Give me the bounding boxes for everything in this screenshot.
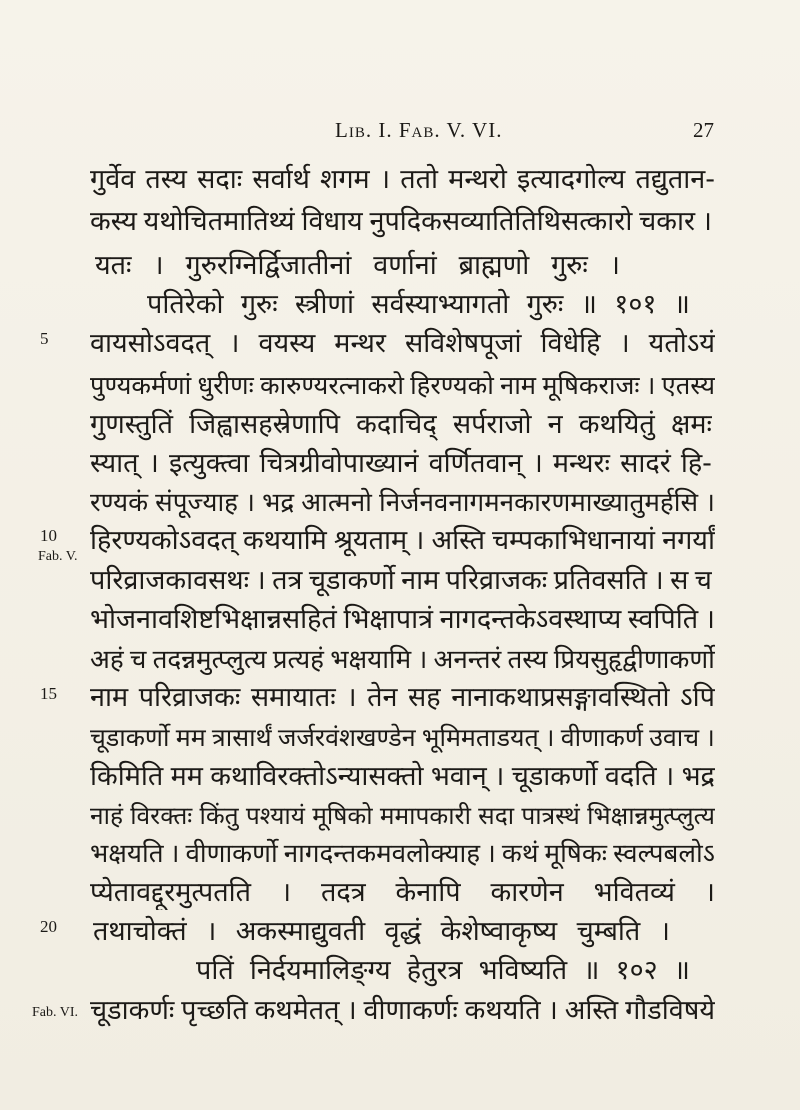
word: नाहं: [90, 801, 123, 830]
word: ।: [663, 761, 675, 792]
word: भक्षयति: [90, 839, 164, 869]
word: सदाः: [197, 164, 243, 195]
word: भविष्यति: [478, 955, 568, 986]
word: प्येतावद्दूरमुत्पतति: [90, 877, 252, 908]
word: ।: [619, 328, 630, 359]
word: वीणाकर्णो: [185, 839, 278, 869]
word: ।: [379, 164, 391, 195]
word: नाम: [500, 371, 537, 401]
word: भक्षयामि: [330, 645, 412, 675]
text-line: [147, 288, 690, 322]
text-line: [90, 369, 715, 403]
word: नाम: [401, 565, 440, 596]
word: अकस्माद्युवती: [235, 916, 366, 947]
word: नागदन्तकेऽवस्थाप्य: [439, 604, 622, 635]
word: विरक्तः: [130, 801, 193, 830]
word: शगम: [319, 164, 370, 195]
word: हिरण्यकोऽवदत्: [90, 525, 236, 556]
word: च: [694, 565, 712, 596]
word: पात्रस्थं: [521, 801, 580, 830]
word: ।: [704, 604, 715, 635]
word: १०१: [614, 289, 657, 320]
word: सर्वस्याभ्यागतो: [371, 289, 510, 320]
word: धुरीणः: [197, 371, 254, 401]
word: कथमेतत्: [254, 995, 340, 1026]
word: चित्रग्रीवोपाख्यानं: [259, 448, 419, 479]
word: विधेहि: [540, 328, 601, 359]
word: भवान्: [430, 761, 487, 792]
word: वीणाकर्ण: [560, 723, 643, 752]
word: नागदन्तकमवलोक्याह: [283, 839, 481, 869]
word: भद्र: [262, 488, 295, 518]
word: निर्दयमालिङ्ग्य: [249, 955, 391, 986]
word: वर्णितवान्: [428, 448, 523, 479]
word: मूषिकः: [544, 839, 608, 869]
word: पुण्यकर्मणां: [90, 371, 192, 401]
word: भिक्षापात्रं: [343, 604, 434, 635]
word: उवाच: [649, 723, 700, 752]
text-line: [90, 721, 715, 755]
text-line: [90, 524, 715, 558]
word: ॥: [580, 289, 597, 320]
word: गुणस्तुतिं: [90, 409, 173, 440]
word: हेतुरत्र: [406, 955, 463, 986]
word: अस्ति: [564, 995, 619, 1026]
word: विधाय: [301, 206, 363, 237]
word: तत्र: [272, 565, 303, 596]
word: नुपदिकसव्यातितिथिसत्कारो: [369, 206, 633, 237]
word: ।: [704, 877, 715, 908]
word: कारणेन: [490, 877, 564, 908]
word: ब्राह्मणो: [458, 250, 530, 281]
word: सादरं: [620, 448, 671, 479]
word: श्रूयताम्: [333, 525, 408, 556]
word: अहं: [90, 645, 124, 675]
word: प्रत्यहं: [272, 645, 324, 675]
text-line: [95, 249, 620, 283]
word: ।: [486, 839, 496, 869]
word: कारुण्यरत्नाकरो: [259, 371, 404, 401]
word: न: [547, 409, 563, 440]
word: ।: [547, 995, 558, 1026]
word: परिव्राजकः: [138, 682, 241, 713]
word: ।: [417, 645, 428, 675]
word: ।: [701, 206, 712, 237]
word: जर्जरवंशखण्डेन: [277, 723, 416, 752]
text-line: [90, 603, 715, 637]
word: चूडाकर्णः: [90, 995, 175, 1026]
word: नाम: [90, 682, 129, 713]
text-line: [90, 486, 715, 520]
word: चम्पकाभिधानायां: [492, 525, 656, 556]
text-line: [90, 876, 715, 910]
word: चूडाकर्णो: [308, 565, 395, 596]
word: ।: [346, 995, 357, 1026]
text-line: [90, 327, 715, 361]
word: मन्थरः: [552, 448, 611, 479]
word: ।: [346, 682, 357, 713]
word: गुरुरग्निर्द्विजातीनां: [185, 250, 352, 281]
word: हिरण्यको: [410, 371, 494, 401]
word: सविशेषपूजां: [404, 328, 522, 359]
word: कथयितुं: [578, 409, 655, 440]
word: सह: [408, 682, 441, 713]
word: पश्यायं: [245, 801, 305, 830]
word: नानाकथाप्रसङ्गावस्थितो: [451, 682, 670, 713]
word: परिव्राजकः: [445, 565, 548, 596]
word: गुरुः: [240, 289, 278, 320]
word: वृद्धं: [384, 916, 422, 947]
word: वायसोऽवदत्: [90, 328, 211, 359]
word: गौडविषये: [625, 995, 715, 1026]
line-number: 10: [40, 526, 57, 545]
word: कस्य: [90, 206, 137, 237]
word: चुम्बति: [576, 916, 641, 947]
word: पतिं: [196, 955, 234, 986]
word: हि-: [680, 448, 712, 479]
word: ।: [255, 565, 266, 596]
text-line: [90, 163, 715, 197]
word: ।: [645, 371, 656, 401]
word: ।: [659, 916, 670, 947]
word: ।: [280, 877, 292, 908]
word: ममापकारी: [379, 801, 471, 830]
word: तद्युतान-: [635, 164, 715, 195]
word: ।: [414, 525, 425, 556]
word: स्त्रीणां: [295, 289, 354, 320]
word: ।: [245, 488, 255, 518]
word: केनापि: [395, 877, 461, 908]
word: स: [670, 565, 689, 596]
word: चूडाकर्णो: [511, 761, 598, 792]
word: कथयति: [464, 995, 541, 1026]
text-line: [90, 408, 712, 442]
word: पतिरेको: [147, 289, 224, 320]
word: परिव्राजकावसथः: [90, 565, 250, 596]
text-line: [196, 954, 690, 988]
word: वीणाकर्णः: [363, 995, 458, 1026]
word: किंतु: [199, 801, 239, 830]
word: नगर्यां: [662, 525, 715, 556]
word: च: [129, 645, 147, 675]
word: त्रासार्थं: [211, 723, 272, 752]
word: पृच्छति: [181, 995, 248, 1026]
word: तस्य: [507, 645, 548, 675]
word: जिह्वासहस्रेणापि: [189, 409, 340, 440]
word: ।: [609, 250, 620, 281]
word: तेन: [367, 682, 398, 713]
word: भूमिमताडयत्: [421, 723, 539, 752]
word: केशेष्वाकृष्य: [440, 916, 558, 947]
text-line: [90, 837, 715, 871]
word: समायातः: [250, 682, 336, 713]
word: गुरुः: [526, 289, 564, 320]
word: इत्यादगोल्य: [517, 164, 626, 195]
word: स्वल्पबलोऽ: [613, 839, 715, 869]
page-number: 27: [693, 118, 714, 142]
word: तदन्नमुत्प्लुत्य: [152, 645, 267, 675]
word: मन्थरो: [448, 164, 507, 195]
word: वदति: [604, 761, 657, 792]
word: ।: [544, 723, 555, 752]
word: सदा: [478, 801, 515, 830]
text-line: [93, 915, 670, 949]
word: वर्णानां: [373, 250, 437, 281]
word: ।: [494, 761, 505, 792]
word: गुरुः: [551, 250, 588, 281]
word: मम: [170, 761, 203, 792]
word: ।: [532, 448, 543, 479]
word: यतः: [95, 250, 132, 281]
word: तस्य: [145, 164, 187, 195]
word: ।: [153, 250, 164, 281]
word: कथयामि: [242, 525, 327, 556]
word: चूडाकर्णो: [90, 723, 170, 752]
word: प्रियसुहृद्वीणाकर्णो: [553, 645, 715, 675]
word: तथाचोक्तं: [93, 916, 187, 947]
margin-label-fab-vi: Fab. VI.: [32, 1005, 79, 1020]
word: ततो: [400, 164, 439, 195]
word: यथोचितमातिथ्यं: [143, 206, 295, 237]
word: भद्र: [681, 761, 715, 792]
word: रण्यकं: [90, 488, 149, 518]
word: ।: [169, 839, 180, 869]
word: आत्मनो: [301, 488, 372, 518]
word: प्रतिवसति: [553, 565, 648, 596]
word: संपूज्याह: [155, 488, 238, 518]
word: स्यात्: [90, 448, 139, 479]
word: यतोऽयं: [648, 328, 715, 359]
word: क्षमः: [670, 409, 712, 440]
line-number: 15: [40, 684, 57, 703]
word: किमिति: [90, 761, 164, 792]
word: भिक्षान्नमुत्प्लुत्य: [587, 801, 715, 830]
word: मन्थर: [334, 328, 386, 359]
word: ।: [206, 916, 217, 947]
word: १०२: [615, 955, 658, 986]
word: अनन्तरं: [433, 645, 502, 675]
word: ।: [653, 565, 664, 596]
word: ।: [229, 328, 240, 359]
word: तदत्र: [321, 877, 366, 908]
word: ।: [705, 723, 715, 752]
text-line: [90, 205, 712, 239]
word: गुर्वेव: [90, 164, 136, 195]
text-line: [90, 564, 712, 598]
word: अस्ति: [431, 525, 485, 556]
text-line: [90, 994, 715, 1028]
word: ॥: [673, 955, 690, 986]
word: ॥: [583, 955, 600, 986]
word: चकार: [639, 206, 695, 237]
line-number: 5: [40, 329, 49, 348]
word: मम: [175, 723, 206, 752]
word: एतस्य: [661, 371, 715, 401]
word: कदाचिद्: [356, 409, 437, 440]
word: कथाविरक्तोऽन्यासक्तो: [210, 761, 424, 792]
text-line: [90, 799, 715, 833]
word: ॥: [673, 289, 690, 320]
line-number: 20: [40, 917, 57, 936]
word: भवितव्यं: [593, 877, 675, 908]
word: ऽपि: [680, 682, 715, 713]
word: इत्युक्त्वा: [168, 448, 250, 479]
word: स्वपिति: [627, 604, 699, 635]
word: सर्वार्थ: [252, 164, 310, 195]
word: मूषिको: [312, 801, 373, 830]
word: भोजनावशिष्टभिक्षान्नसहितं: [90, 604, 337, 635]
word: मूषिकराजः: [542, 371, 640, 401]
word: ।: [705, 488, 715, 518]
word: सर्पराजो: [452, 409, 532, 440]
margin-label-fab-v: Fab. V.: [38, 549, 78, 564]
text-line: [90, 643, 715, 677]
word: निर्जनवनागमनकारणमाख्यातुमर्हसि: [378, 488, 699, 518]
word: कथं: [501, 839, 539, 869]
text-line: [90, 760, 715, 794]
word: ।: [148, 448, 159, 479]
text-line: [90, 447, 712, 481]
word: वयस्य: [258, 328, 316, 359]
running-head-title: Lib. I. Fab. V. VI.: [335, 118, 503, 142]
text-line: [90, 681, 715, 715]
